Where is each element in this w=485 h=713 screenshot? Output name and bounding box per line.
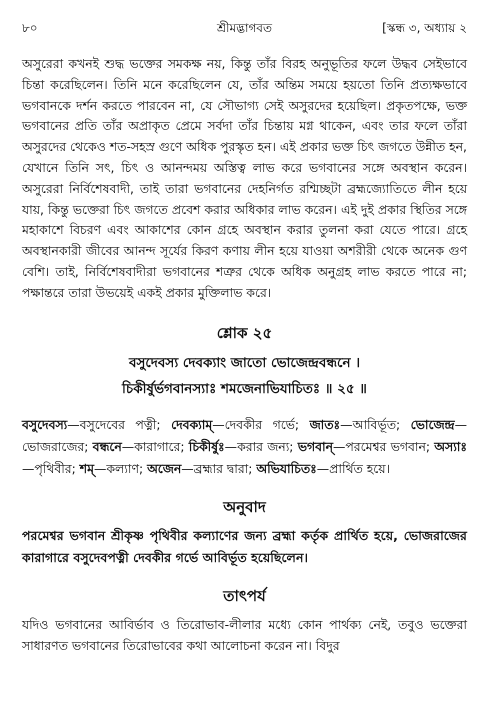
book-page [22,20,467,656]
book-title: শ্রীমদ্ভাগবত [216,21,272,35]
synonym-entry [298,439,435,454]
synonym-word: অভিযাচিতঃ [256,460,317,476]
synonym-meaning: —বসুদেবের পত্নী; [67,416,172,432]
verse-title: শ্লোক ২৫ [216,323,273,342]
synonym-meaning: —দেবকীর গর্ভে; [212,416,310,432]
page-header [22,20,467,42]
synonym-meaning: —পরমেশ্বর ভগবান; [332,438,435,454]
page-number: ৮০ [22,21,38,35]
synonym-entry [93,439,189,454]
synonym-meaning: —ভোজরাজের; [22,416,467,454]
synonym-word: চিকীর্ষুঃ [188,438,225,454]
synonym-word: অজেন [147,460,182,476]
synonym-word: দেবক্যাম্ [171,416,213,432]
synonym-entry [189,439,298,454]
synonym-word: শম্ [79,460,94,476]
synonym-word: বন্ধনে [92,438,122,454]
synonym-word: ভোজেন্দ্র [410,416,455,432]
purport-text: যদিও ভগবানের আবির্ভাব ও তিরোভাব-লীলার মধ্যে কোন পার্থক্য নেই, তবুও ভক্তেরা সাধারণত ভগবানের তিরোভাবের কথা আলোচনা করেন না। বিদুর [22,616,467,653]
synonym-entry [256,461,390,476]
synonym-entry [147,461,256,476]
purport-heading: তাৎপর্য [223,586,266,605]
translation-text: পরমেশ্বর ভগবান শ্রীকৃষ্ণ পৃথিবীর কল্যাণের জন্য ব্রহ্মা কর্তৃক প্রার্থিত হয়ে, ভোজরাজের কারাগারে বসুদেবপত্নী দেবকীর গর্ভে আবির্ভূত হয়েছিলেন। [22,527,467,565]
body-paragraph: অসুরেরা কখনই শুদ্ধ ভক্তের সমকক্ষ নয়, কিন্তু তাঁর বিরহ অনুভূতির ফলে উদ্ধব সেইভাবে চিন্তা করেছিলেন। তিনি মনে করেছিলেন যে, তাঁর অন্তিম সময়ে হয়তো তিনি প্রত্যক্ষভাবে ভগবানকে দর্শন করতে পারবেন না, যে সৌভাগ্য সেই অসুরদের হয়েছিল। প্রকৃতপক্ষে, ভক্ত ভগবানের প্রতি তাঁর অপ্রাকৃত প্রেমে সর্বদা তাঁর চিন্তায় মগ্ন থাকেন, এবং তার ফলে তাঁরা অসুরদের থেকেও শত-সহস্র গুণে অধিক পুরস্কৃত হন। এই প্রকার ভক্ত চিৎ জগতে উন্নীত হন, যেখানে তিনি সৎ, চিৎ ও আনন্দময় অস্তিত্ব লাভ করে ভগবানের সঙ্গে অবস্থান করেন। অসুরেরা নির্বিশেষবাদী, তাই তারা ভগবানের দেহনির্গত রশ্মিচ্ছটা ব্রহ্মজ্যোতিতে লীন হয়ে যায়, কিন্তু ভক্তেরা চিৎ জগতে প্রবেশ করার অধিকার লাভ করেন। এই দুই প্রকার স্থিতির সঙ্গে মহাকাশে বিচরণ এবং আকাশের কোন গ্রহে অবস্থান করার তুলনা করা যেতে পারে। গ্রহে অবস্থানকারী জীবের আনন্দ সূর্যের কিরণ কণায় লীন হয়ে যাওয়া অশরীরী থেকে অনেক গুণ বেশি। তাই, নির্বিশেষবাদীরা ভগবানের শত্রুর থেকে অধিক অনুগ্রহ লাভ করতে পারে না; পক্ষান্তরে তারা উভয়েই একই প্রকার মুক্তিলাভ করে। [22,56,467,300]
synonym-word: ভগবান্ [297,438,333,454]
verse-line-2: চিকীর্ষুর্ভগবানস্যাঃ শমজেনাভিযাচিতঃ ॥ ২৫ ॥ [122,380,367,397]
synonym-entry [171,417,310,432]
synonym-meaning: —পৃথিবীর; [22,460,80,476]
synonym-meaning: —করার জন্য; [224,438,298,454]
synonym-entry [22,417,171,432]
synonym-meaning: —আবির্ভূত; [340,416,411,432]
synonym-entry [310,417,411,432]
synonym-meaning: —প্রার্থিত হয়ে। [316,460,391,476]
word-synonyms [22,414,467,480]
translation-heading: অনুবাদ [223,497,266,516]
synonym-meaning: —কারাগারে; [121,438,189,454]
synonym-word: বসুদেবস্য [22,416,68,432]
synonym-word: অস্যাঃ [434,438,468,454]
synonym-meaning: —ব্রহ্মার দ্বারা; [181,460,257,476]
verse-line-1: বসুদেবস্য দেবক্যাং জাতো ভোজেন্দ্রবন্ধনে । [128,354,361,371]
verse-text [22,350,467,402]
synonym-meaning: —কল্যাণ; [93,460,148,476]
section-reference: [স্কন্ধ ৩, অধ্যায় ২ [382,21,467,35]
synonym-word: জাতঃ [309,416,341,432]
synonym-entry [80,461,147,476]
